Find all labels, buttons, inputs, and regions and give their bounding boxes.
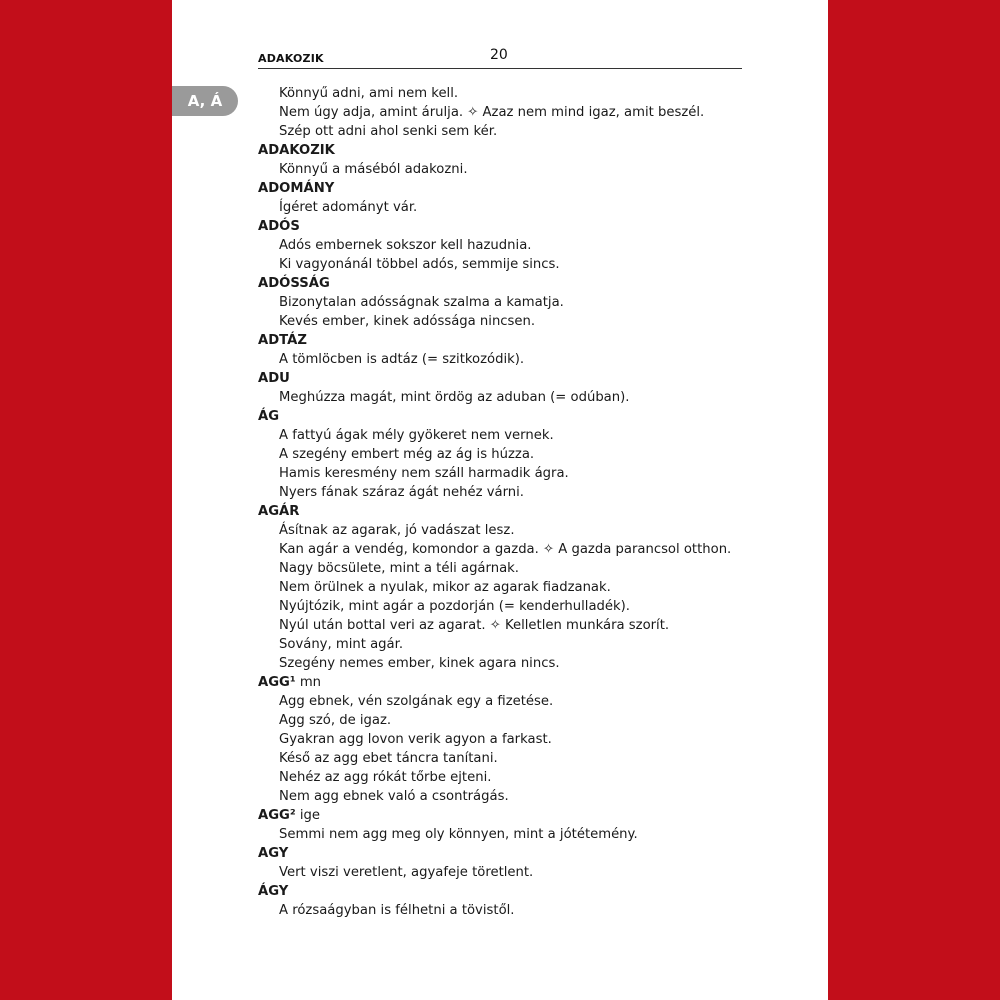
proverb-line: Nyers fának száraz ágát nehéz várni. (279, 485, 524, 500)
proverb-line: Könnyű adni, ami nem kell. (279, 86, 459, 101)
proverb-line: Vert viszi veretlent, agyafeje töretlent. (279, 865, 534, 880)
entry-headword (258, 407, 778, 426)
proverb-line: Nagy böcsülete, mint a téli agárnak. (279, 561, 519, 576)
proverb-line: A szegény embert még az ág is húzza. (279, 447, 535, 462)
entry-headword (258, 179, 778, 198)
proverb-line: Nem örülnek a nyulak, mikor az agarak fiadzanak. (279, 580, 611, 595)
dictionary-entries (258, 84, 778, 920)
entry-headword (258, 369, 778, 388)
proverb-line: Agg ebnek, vén szolgának egy a fizetése. (279, 694, 554, 709)
entry-headword (258, 274, 778, 293)
headword-text: ADÓS (258, 219, 300, 234)
proverb-line: Gyakran agg lovon verik agyon a farkast. (279, 732, 552, 747)
entry-headword (258, 673, 778, 692)
proverb-line: Késő az agg ebet táncra tanítani. (279, 751, 498, 766)
headword-text: AGG² (258, 808, 296, 823)
headword-text: AGÁR (258, 504, 300, 519)
entry-headword (258, 502, 778, 521)
entry-headword (258, 217, 778, 236)
headword-text: ADOMÁNY (258, 181, 335, 196)
proverb-line: Ígéret adományt vár. (279, 200, 418, 215)
proverb-line: Nem úgy adja, amint árulja. ✧ Azaz nem mind igaz, amit beszél. (279, 105, 705, 120)
proverb-line: Agg szó, de igaz. (279, 713, 392, 728)
proverb-line: Bizonytalan adósságnak szalma a kamatja. (279, 295, 564, 310)
proverb-line: Ki vagyonánál többel adós, semmije sincs. (279, 257, 560, 272)
proverb-line: Szép ott adni ahol senki sem kér. (279, 124, 498, 139)
proverb-line: Könnyű a máséból adakozni. (279, 162, 468, 177)
proverb-line: A fattyú ágak mély gyökeret nem vernek. (279, 428, 554, 443)
proverb-line: Szegény nemes ember, kinek agara nincs. (279, 656, 560, 671)
proverb-line: Ásítnak az agarak, jó vadászat lesz. (279, 523, 515, 538)
entry-headword (258, 331, 778, 350)
headword-text: AGY (258, 846, 289, 861)
page-number: 20 (490, 47, 508, 63)
headword-text: ÁGY (258, 884, 289, 899)
proverb-line: A tömlöcben is adtáz (= szitkozódik). (279, 352, 525, 367)
headword-text: ADU (258, 371, 290, 386)
proverb-line: Nyúl után bottal veri az agarat. ✧ Kelletlen munkára szorít. (279, 618, 670, 633)
headword-text: ADÓSSÁG (258, 276, 330, 291)
proverb-line: Semmi nem agg meg oly könnyen, mint a jótétemény. (279, 827, 638, 842)
entry-headword (258, 882, 778, 901)
grammar-label: mn (295, 675, 322, 690)
headword-text: AGG¹ (258, 675, 296, 690)
proverb-line: Adós embernek sokszor kell hazudnia. (279, 238, 532, 253)
alphabet-thumb-tab: A, Á (172, 86, 238, 116)
proverb-line: Meghúzza magát, mint ördög az aduban (= odúban). (279, 390, 630, 405)
entry-headword (258, 806, 778, 825)
headword-text: ÁG (258, 409, 280, 424)
proverb-line: A rózsaágyban is félhetni a tövistől. (279, 903, 515, 918)
proverb-line: Kan agár a vendég, komondor a gazda. ✧ A gazda parancsol otthon. (279, 542, 732, 557)
proverb-line: Sovány, mint agár. (279, 637, 404, 652)
headword-text: ADAKOZIK (258, 143, 335, 158)
running-header (258, 44, 742, 69)
proverb-line: Hamis keresmény nem száll harmadik ágra. (279, 466, 569, 481)
header-headword: ADAKOZIK (258, 52, 324, 65)
entry-headword (258, 141, 778, 160)
proverb-line: Kevés ember, kinek adóssága nincsen. (279, 314, 536, 329)
proverb-line: Nem agg ebnek való a csontrágás. (279, 789, 509, 804)
entry-headword (258, 844, 778, 863)
proverb-line: Nehéz az agg rókát tőrbe ejteni. (279, 770, 492, 785)
grammar-label: ige (295, 808, 320, 823)
headword-text: ADTÁZ (258, 333, 307, 348)
proverb-line: Nyújtózik, mint agár a pozdorján (= kenderhulladék). (279, 599, 630, 614)
